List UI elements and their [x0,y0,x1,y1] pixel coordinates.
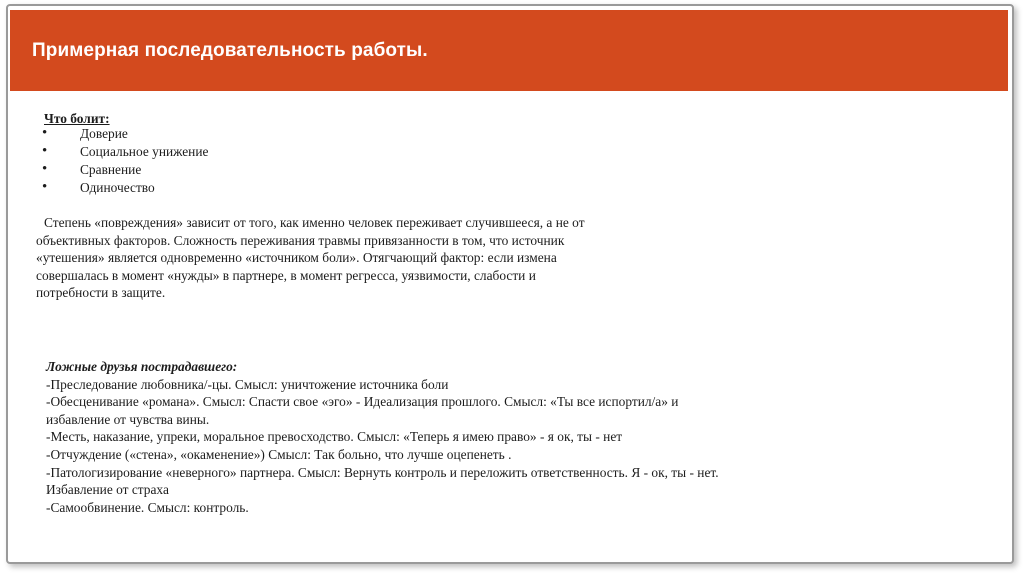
bullet-icon: • [42,179,48,195]
pain-list-item [36,179,208,197]
bullet-icon: • [42,143,48,159]
title-bar [10,10,1008,91]
pain-list-item [36,143,208,161]
pain-item-label: Сравнение [80,162,142,177]
pain-list-item [36,161,208,179]
false-friends-heading: Ложные друзья пострадавшего: [46,359,238,374]
false-friend-item: -Патологизирование «неверного» партнера. Смысл: Вернуть контроль и переложить ответственность. Я - ок, ты - нет. Избавление от страха [46,464,719,498]
slide-title: Примерная последовательность работы. [32,40,428,61]
false-friends-block [46,358,766,516]
bullet-icon: • [42,125,48,141]
false-friend-item: -Месть, наказание, упреки, моральное превосходство. Смысл: «Теперь я имею право» - я ок, ты - нет [46,429,623,445]
damage-paragraph: Степень «повреждения» зависит от того, как именно человек переживает случившееся, а не от объективных факторов. Сложность переживания травмы привязанности в том, что источник «утешения» является одновременно «источником боли». Отягчающий фактор: если измена совершалась в момент «нужды» в партнере, в момент регресса, уязвимости, слабости и потребности в защите. [36,215,585,301]
pain-list [36,125,208,197]
pain-item-label: Одиночество [80,180,155,195]
pain-list-item [36,125,208,143]
bullet-icon: • [42,161,48,177]
false-friend-item: -Обесценивание «романа». Смысл: Спасти свое «эго» - Идеализация прошлого. Смысл: «Ты все испортил/а» и избавление от чувства вины. [46,394,679,427]
pain-item-label: Доверие [80,126,128,141]
false-friend-item: -Преследование любовника/-цы. Смысл: уничтожение источника боли [46,376,449,392]
pain-heading: Что болит: [44,111,110,126]
false-friends-list [46,376,730,517]
false-friend-item: -Самообвинение. Смысл: контроль. [46,499,249,515]
pain-item-label: Социальное унижение [80,144,209,159]
false-friend-item: -Отчуждение («стена», «окаменение») Смысл: Так больно, что лучше оцепенеть . [46,446,512,462]
